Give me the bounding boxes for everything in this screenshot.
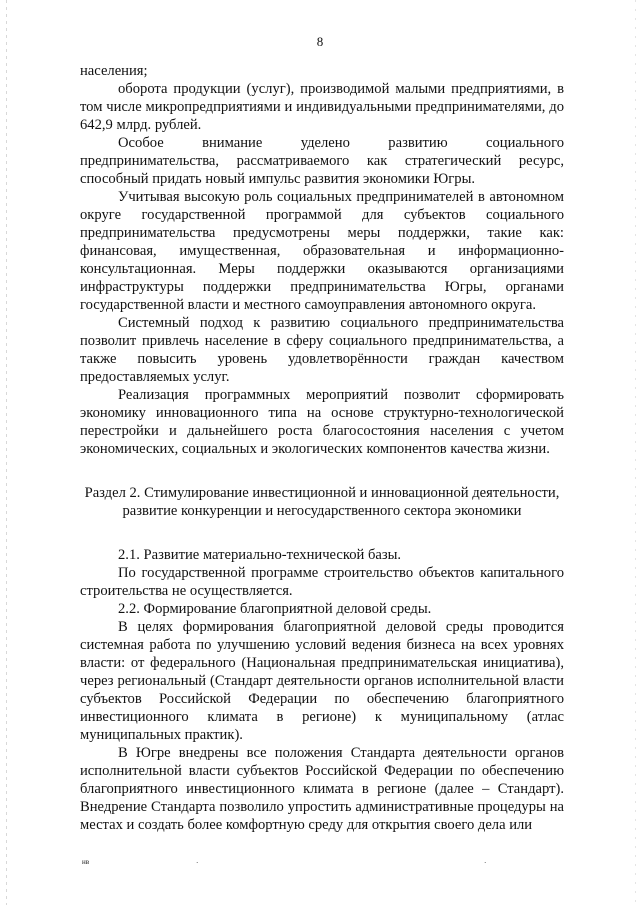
paragraph: В целях формирования благоприятной деловой среды проводится системная работа по улучшению условий ведения бизнеса на всех уровнях власти: от федерального (Национальная предпринимательская инициатива), через региональный (Стандарт деятельности органов исполнительной власти субъектов Российской Федерации по обеспечению благоприятного инвестиционного климата в регионе) к муниципальному (атлас муниципальных практик). xyxy=(80,619,564,743)
paragraph: оборота продукции (услуг), производимой малыми предприятиями, в том числе микропредприятиями и индивидуальными предпринимателями, до 642,9 млрд. рублей. xyxy=(80,81,564,133)
paragraph: 2.2. Формирование благоприятной деловой среды. xyxy=(118,601,432,617)
footer-mark-dot: · xyxy=(484,859,487,867)
paragraph: Учитывая высокую роль социальных предпринимателей в автономном округе государственной программой для субъектов социального предпринимательства предусмотрены меры поддержки, такие как: финансовая, имущественная, образовательная и информационно-консультационная. Меры поддержки оказываются организациями инфраструктуры поддержки предпринимательства Югры, органами государственной власти и местного самоуправления автономного округа. xyxy=(80,189,564,313)
footer-mark-dot: · xyxy=(196,859,199,867)
section-heading: Раздел 2. Стимулирование инвестиционной и инновационной деятельности, развитие конкуренции и негосударственного сектора экономики xyxy=(84,485,560,519)
paragraph: 2.1. Развитие материально-технической базы. xyxy=(118,547,402,563)
document-body xyxy=(80,62,564,834)
paragraph: населения; xyxy=(80,63,148,79)
paragraph: Системный подход к развитию социального предпринимательства позволит привлечь население в сферу социального предпринимательства, а также повысить уровень удовлетворённости граждан качеством предоставляемых услуг. xyxy=(80,315,564,385)
paragraph: Особое внимание уделено развитию социального предпринимательства, рассматриваемого как стратегический ресурс, способный придать новый импульс развития экономики Югры. xyxy=(80,135,564,187)
scan-edge-right xyxy=(635,0,636,905)
paragraph: В Югре внедрены все положения Стандарта деятельности органов исполнительной власти субъектов Российской Федерации по обеспечению благоприятного инвестиционного климата в регионе (далее – Стандарт). Внедрение Стандарта позволило упростить административные процедуры на местах и создать более комфортную среду для открытия своего дела или xyxy=(80,745,564,833)
paragraphs-before-heading xyxy=(80,62,564,458)
page-number: 8 xyxy=(316,34,324,49)
paragraph: Реализация программных мероприятий позволит сформировать экономику инновационного типа на основе структурно-технологической перестройки и дальнейшего роста благосостояния населения с учетом экономических, социальных и экологических компонентов качества жизни. xyxy=(80,387,564,457)
paragraph: По государственной программе строительство объектов капитального строительства не осуществляется. xyxy=(80,565,564,599)
paragraphs-after-heading xyxy=(80,546,564,834)
footer-code: нв xyxy=(82,858,90,866)
scan-edge-left xyxy=(6,0,7,905)
